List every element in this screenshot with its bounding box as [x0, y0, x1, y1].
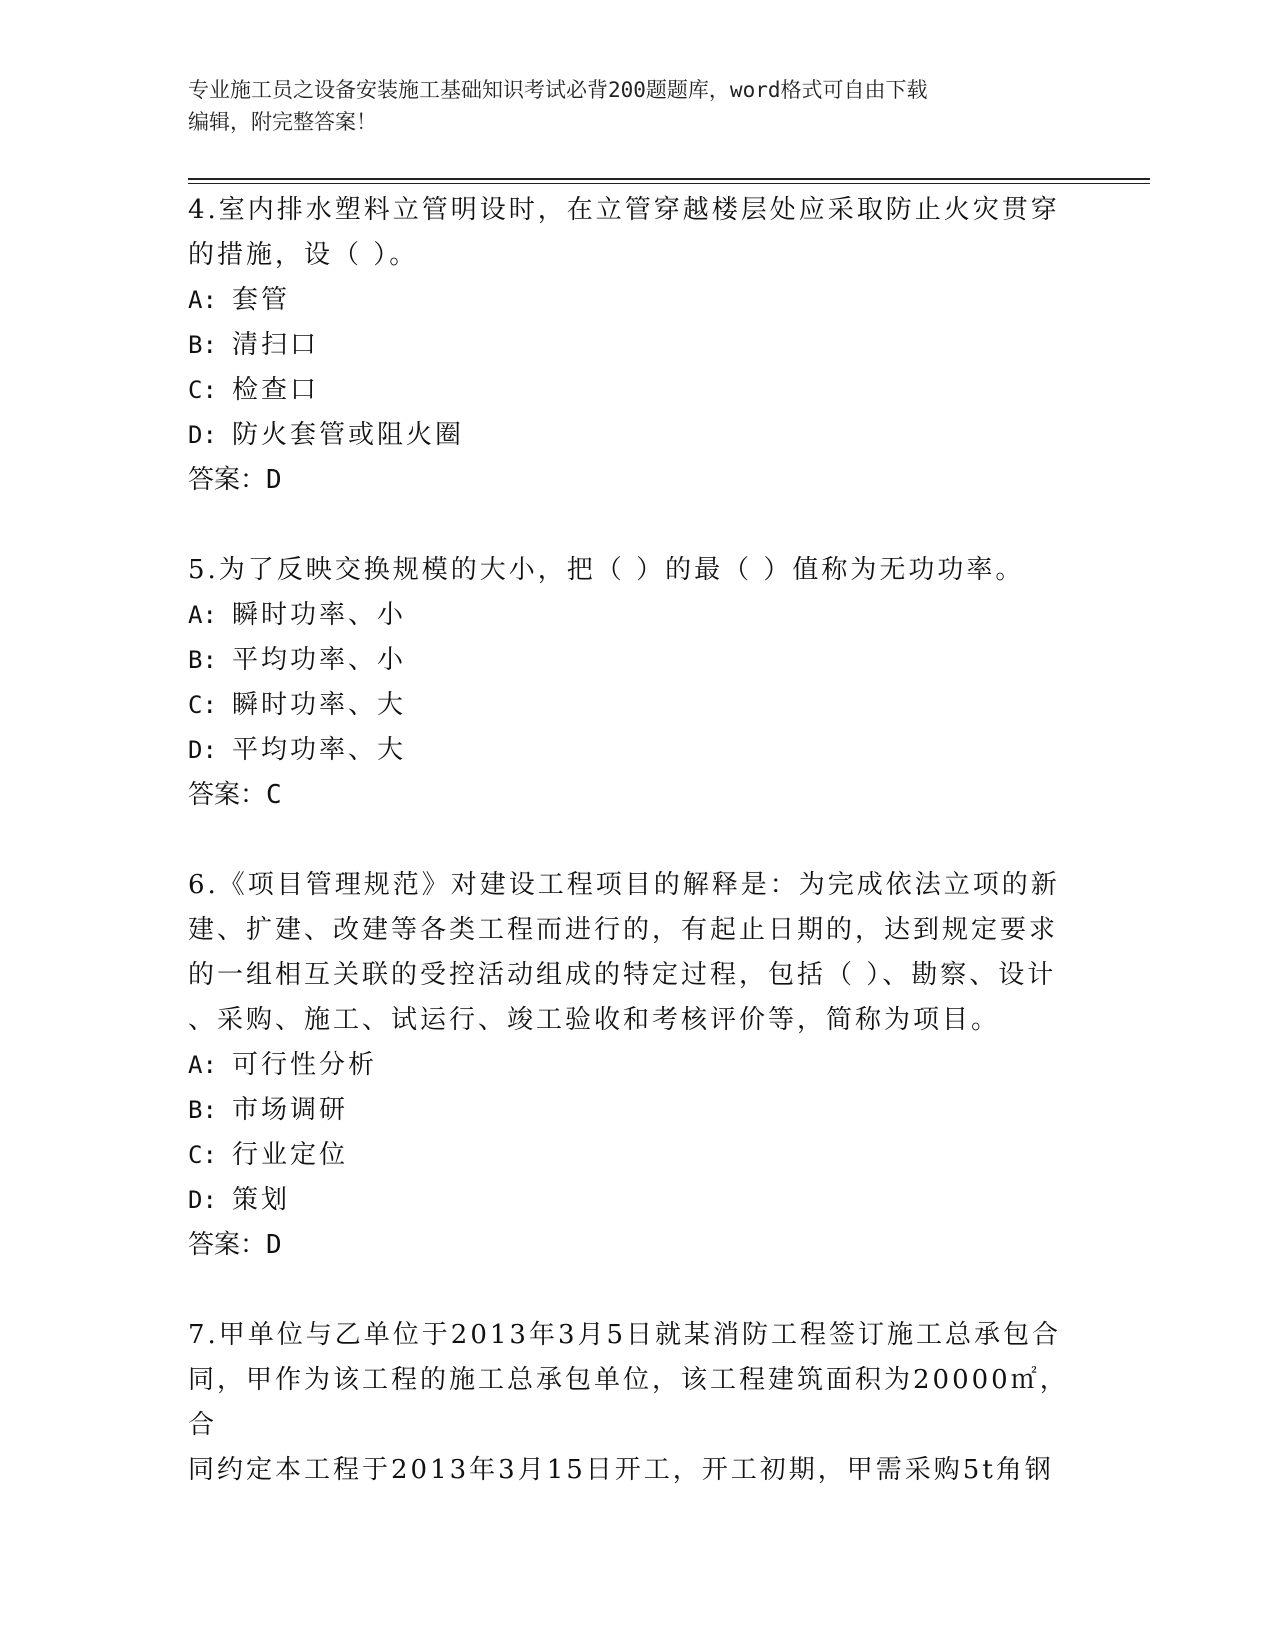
question-text-line: 的一组相互关联的受控活动组成的特定过程，包括（ ）、勘察、设计 — [188, 960, 1057, 990]
question-text-line: 的措施，设（ ）。 — [188, 240, 419, 270]
question-text-line: 、采购、施工、试运行、竣工验收和考核评价等，简称为项目。 — [188, 1005, 1001, 1035]
answer-value: D — [266, 465, 282, 495]
question-list — [188, 188, 1088, 1493]
option-a — [188, 1043, 1088, 1088]
option-d — [188, 1178, 1088, 1223]
option-b — [188, 638, 1088, 683]
option-text: 瞬时功率、大 — [232, 690, 407, 720]
option-text: 防火套管或阻火圈 — [232, 420, 465, 450]
option-b — [188, 1088, 1088, 1133]
header-line-2: 编辑，附完整答案！ — [188, 110, 377, 134]
option-letter: A: — [188, 286, 217, 314]
question-text-line: 建、扩建、改建等各类工程而进行的，有起止日期的，达到规定要求 — [188, 915, 1059, 945]
question-spacer — [188, 818, 1088, 863]
option-letter: C: — [188, 376, 217, 404]
question-text-line: 同约定本工程于2013年3月15日开工，开工初期，甲需采购5t角钢 — [188, 1455, 1054, 1485]
option-text: 可行性分析 — [232, 1050, 378, 1080]
option-letter: A: — [188, 601, 217, 629]
option-text: 市场调研 — [232, 1095, 349, 1125]
option-letter: B: — [188, 646, 217, 674]
header-divider-thick — [188, 178, 1150, 180]
option-c — [188, 1133, 1088, 1178]
option-text: 平均功率、大 — [232, 735, 407, 765]
answer-line — [188, 773, 1088, 818]
question-text-line: 7.甲单位与乙单位于2013年3月5日就某消防工程签订施工总承包合 — [188, 1320, 1062, 1350]
option-letter: C: — [188, 691, 217, 719]
question-text-line: 同，甲作为该工程的施工总承包单位，该工程建筑面积为20000㎡，合 — [188, 1365, 1069, 1440]
option-text: 平均功率、小 — [232, 645, 407, 675]
option-letter: B: — [188, 1096, 217, 1124]
option-letter: D: — [188, 736, 217, 764]
question-item — [188, 1313, 1088, 1493]
document-header — [188, 74, 1068, 138]
option-b — [188, 323, 1088, 368]
answer-label: 答案： — [188, 1230, 267, 1260]
answer-line — [188, 1223, 1088, 1268]
option-text: 瞬时功率、小 — [232, 600, 407, 630]
answer-value: D — [266, 1230, 282, 1260]
option-text: 检查口 — [232, 375, 320, 405]
answer-label: 答案： — [188, 780, 267, 810]
question-spacer — [188, 1268, 1088, 1313]
option-text: 套管 — [232, 285, 291, 315]
option-c — [188, 368, 1088, 413]
option-d — [188, 728, 1088, 773]
question-text-line: 5.为了反映交换规模的大小，把（ ）的最（ ）值称为无功功率。 — [188, 555, 1025, 585]
option-a — [188, 593, 1088, 638]
option-letter: A: — [188, 1051, 217, 1079]
answer-label: 答案： — [188, 465, 267, 495]
option-letter: C: — [188, 1141, 217, 1169]
option-letter: B: — [188, 331, 217, 359]
question-spacer — [188, 503, 1088, 548]
answer-value: C — [266, 780, 282, 810]
question-text-line: 6.《项目管理规范》对建设工程项目的解释是：为完成依法立项的新 — [188, 870, 1060, 900]
option-c — [188, 683, 1088, 728]
question-text-line: 4.室内排水塑料立管明设时，在立管穿越楼层处应采取防止火灾贯穿 — [188, 195, 1060, 225]
option-text: 清扫口 — [232, 330, 320, 360]
question-item — [188, 188, 1088, 503]
question-item — [188, 548, 1088, 818]
option-letter: D: — [188, 421, 217, 449]
option-text: 策划 — [232, 1185, 291, 1215]
question-item — [188, 863, 1088, 1268]
option-letter: D: — [188, 1186, 217, 1214]
answer-line — [188, 458, 1088, 503]
header-divider-thin — [188, 183, 1150, 184]
option-d — [188, 413, 1088, 458]
option-text: 行业定位 — [232, 1140, 349, 1170]
header-line-1: 专业施工员之设备安装施工基础知识考试必背200题题库，word格式可自由下载 — [188, 78, 928, 102]
option-a — [188, 278, 1088, 323]
